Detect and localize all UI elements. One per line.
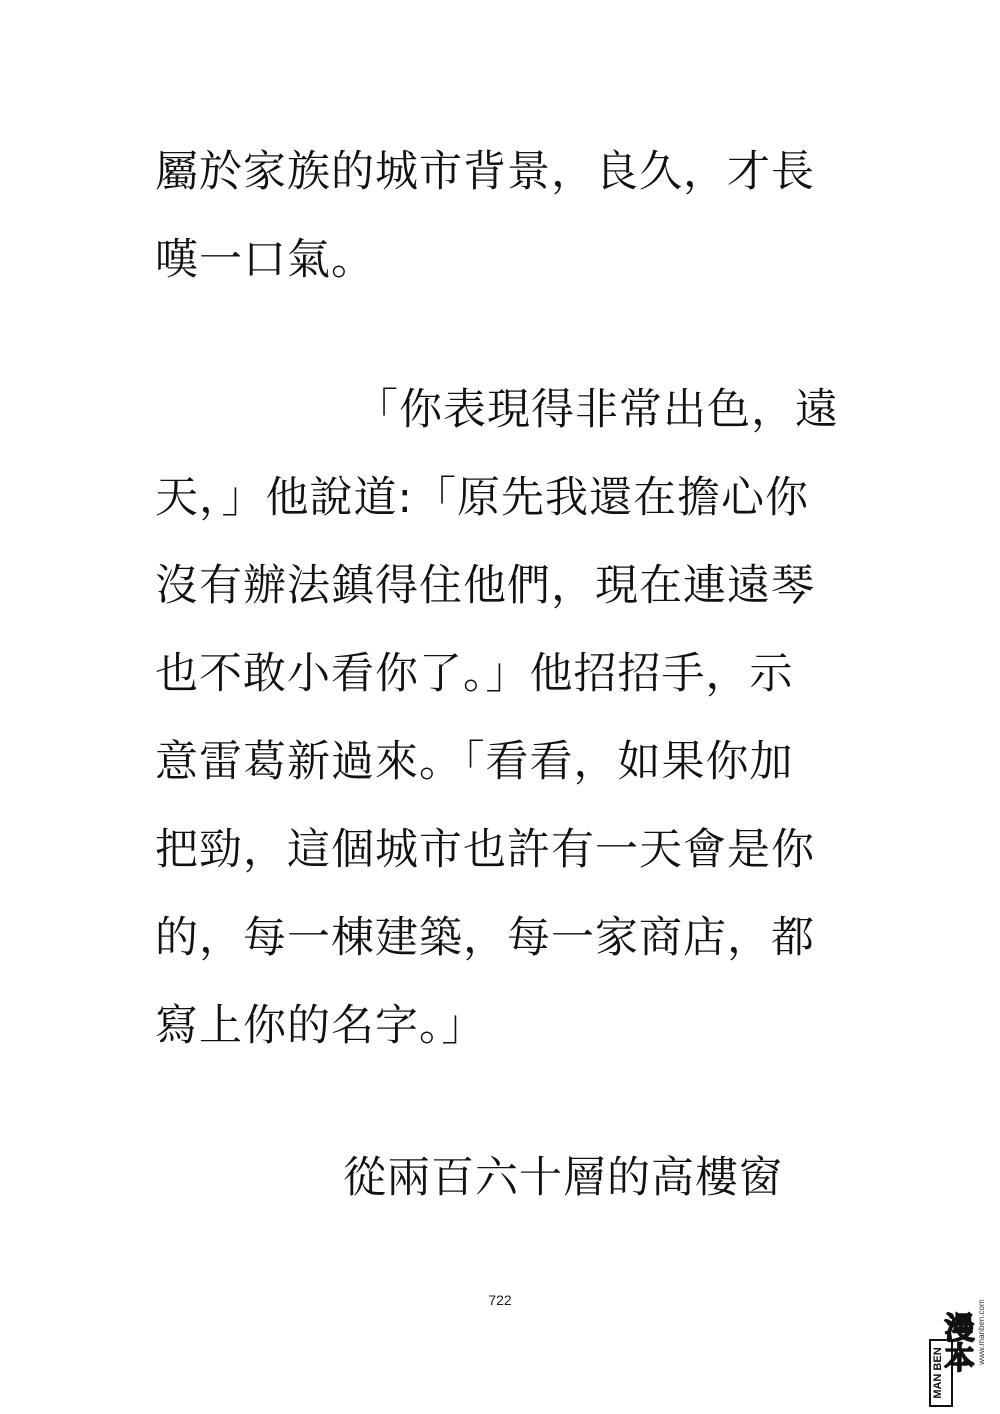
watermark-url-text: www.manben.com xyxy=(977,1299,986,1365)
page-number: 722 xyxy=(488,1292,512,1308)
paragraph-gap xyxy=(155,1070,855,1134)
text-line-4: 天，」他說道:「原先我還在擔心你 xyxy=(155,473,809,523)
text-line-2: 嘆一口氣。 xyxy=(155,235,375,285)
text-line-10: 寫上你的名字。」 xyxy=(155,1001,486,1051)
text-line-7: 意雷葛新過來。「看看，如果你加 xyxy=(155,737,794,787)
body-text xyxy=(155,128,855,1222)
paragraph-gap xyxy=(155,304,855,366)
text-line-8: 把勁，這個城市也許有一天會是你 xyxy=(155,825,815,875)
text-line-9: 的，每一棟建築，每一家商店，都 xyxy=(155,913,815,963)
text-line-6: 也不敢小看你了。」他招招手，示 xyxy=(155,649,794,699)
watermark-logo-text: 漫本 xyxy=(938,1312,974,1372)
text-line-1: 屬於家族的城市背景，良久，才長 xyxy=(155,147,815,197)
text-line-11: 從兩百六十層的高樓窗 xyxy=(343,1153,783,1203)
watermark-side-text: MAN BEN xyxy=(932,1347,944,1399)
text-line-3: 「你表現得非常出色，遠 xyxy=(355,385,839,435)
text-line-5: 沒有辦法鎮得住他們，現在連遠琴 xyxy=(155,561,815,611)
manben-watermark-logo xyxy=(928,1262,992,1410)
